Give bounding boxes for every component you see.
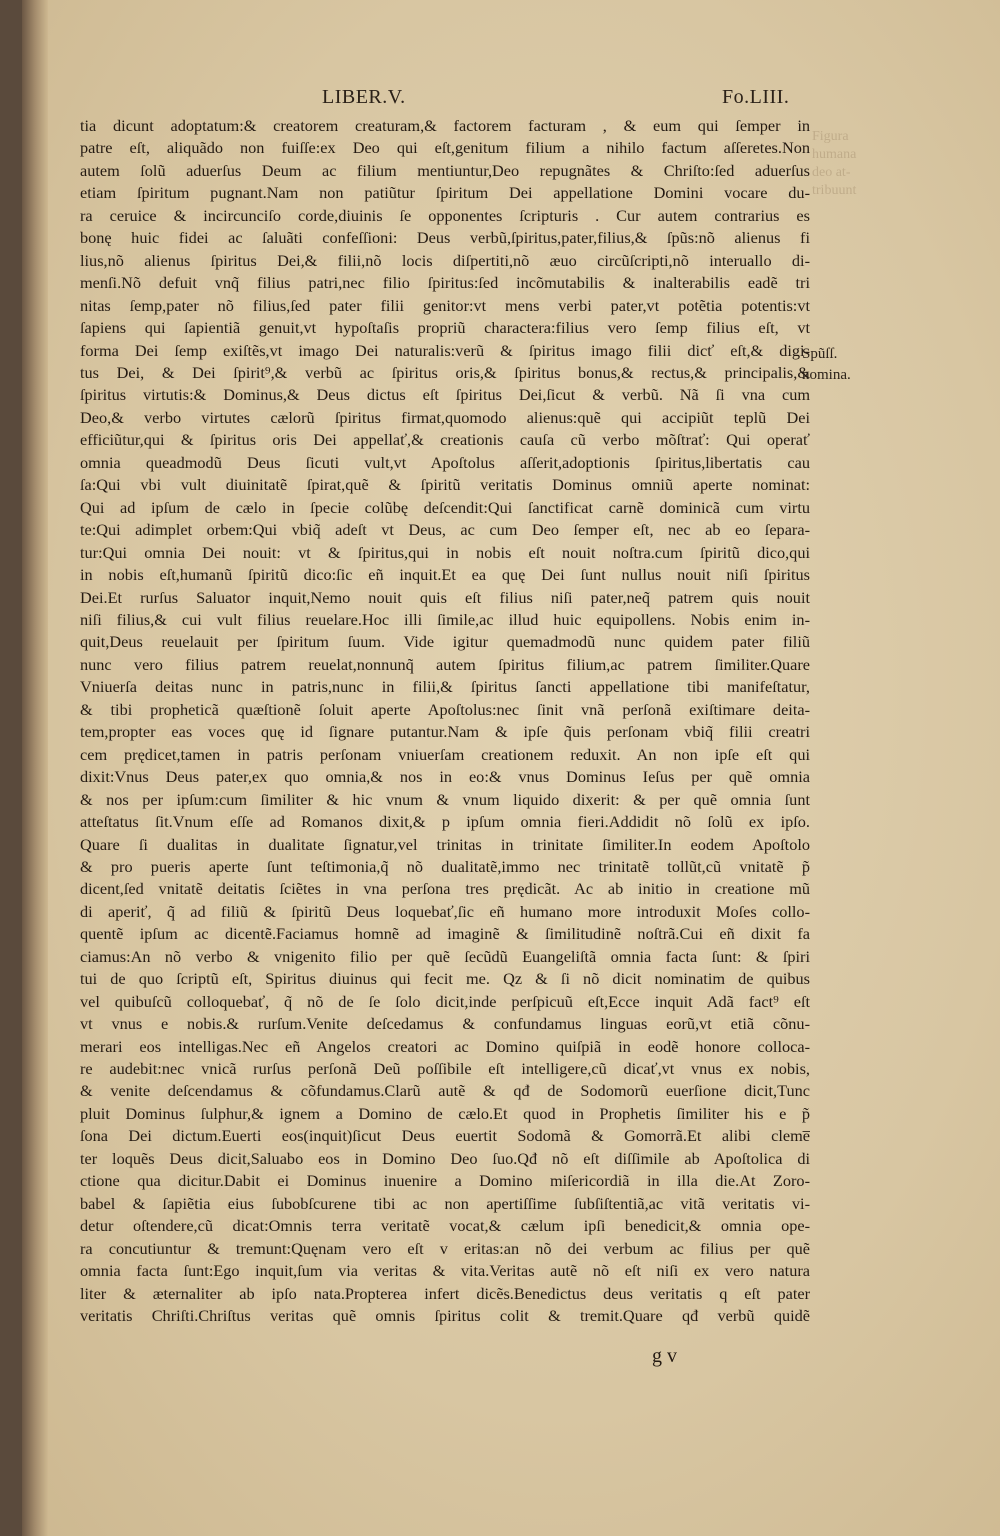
text-line: di aperiť, q̃ ad filiũ & ſpiritũ Deus loquebať,ſic eñ humano more introduxit Moſes collo- — [80, 901, 810, 921]
folio-number: Fo.LIII. — [722, 86, 790, 108]
text-line: liter & æternaliter ab ipſo nata.Propterea infert dicẽs.Benedictus deus veritatis q eſt pater — [80, 1283, 810, 1303]
text-line: nunc vero filius patrem reuelat,nonnunq̃ autem ſpiritus filium,ac patrem ſimiliter.Quare — [80, 654, 810, 674]
text-line: ſapiens qui ſapientiã genuit,vt hypoſtaſis propriũ charactera:filius vero ſemp filius eſt, vt — [80, 318, 810, 338]
signature-mark: g v — [652, 1345, 677, 1367]
text-line: Vniuerſa deitas nunc in patris,nunc in filii,& ſpiritus ſancti appellatione tibi manifeſtatur, — [80, 677, 810, 697]
text-line: merari eos intelligas.Nec eñ Angelos creatori ac Domino quiſpiã in eodẽ honore colloca- — [80, 1036, 810, 1056]
text-line: omnia queadmodũ Deus ſicuti vult,vt Apoſtolus aſſerit,adoptionis ſpiritus,libertatis cau — [80, 452, 810, 472]
text-line: dixit:Vnus Deus pater,ex quo omnia,& nos in eo:& vnus Dominus Ieſus per quẽ omnia — [80, 767, 810, 787]
body-text — [80, 115, 810, 1327]
offset-line: Figura — [812, 129, 849, 144]
text-line: dicent,ſed vnitatẽ deitatis ſciẽtes in vna perſona tres prędicãt. Ac ab initio in creatione mũ — [80, 879, 810, 899]
binding-gutter — [22, 0, 48, 1536]
text-line: cem prędicet,tamen in patris perſonam vniuerſam creationem reduxit. An non ipſe eſt qui — [80, 744, 810, 764]
text-line: & tibi propheticã quæſtionẽ ſoluit aperte Apoſtolus:nec ſinit vnã perſonã exiſtimare deita- — [80, 699, 810, 719]
text-line: & pro pueris aperte ſunt teſtimonia,q̃ nõ dualitatẽ,immo nec trinitatẽ tollũt,cũ vnitatẽ p̃ — [80, 856, 810, 876]
text-line: tui de quo ſcriptũ eſt, Spiritus diuinus qui fecit me. Qz & ſi nõ dicit nominatim de quibus — [80, 969, 810, 989]
text-line: pluit Dominus ſulphur,& ignem a Domino de cælo.Et quod in Prophetis ſimiliter his e p̃ — [80, 1103, 810, 1123]
text-line: ſpiritus virtutis:& Dominus,& Deus dictus eſt ſpiritus Dei,ſicut & verbũ. Nã ſi vna cum — [80, 385, 810, 405]
text-line: tem,propter eas voces quę id ſignare putantur.Nam & ipſe q̃uis perſonam vbiq̃ filii creatri — [80, 722, 810, 742]
text-line: ra concutiuntur & tremunt:Quęnam vero eſt v eritas:an nõ dei verbum ac filius per quẽ — [80, 1238, 810, 1258]
text-line: detur oſtendere,cũ dicat:Omnis terra veritatẽ vocat,& cælum ipſi benedicit,& omnia ope- — [80, 1216, 810, 1236]
text-line: Qui ad ipſum de cælo in ſpecie colũbę deſcendit:Qui ſanctificat carnẽ dominicã cum virtu — [80, 497, 810, 517]
text-line: veritatis Chriſti.Chriſtus veritas quẽ omnis ſpiritus colit & tremit.Quare qđ verbũ quidẽ — [80, 1306, 810, 1326]
margin-note: nomina. — [802, 367, 851, 383]
text-line: vt vnus e nobis.& rurſum.Venite deſcedamus & confundamus linguas eorũ,vt etiã cõnu- — [80, 1014, 810, 1034]
text-line: lius,nõ alienus ſpiritus Dei,& filii,nõ locis diſpertiti,nõ æuo circũſcripti,nõ interuallo di- — [80, 250, 810, 270]
book-page — [22, 0, 1000, 1536]
text-line: nitas ſemp,pater nõ filius,ſed pater filii genitor:vt mens verbi pater,vt potẽtia potentis:vt — [80, 295, 810, 315]
text-line: Dei.Et rurſus Saluator inquit,Nemo nouit quis eſt filius niſi pater,neq̃ patrem quis nouit — [80, 587, 810, 607]
text-line: ter loquẽs Deus dicit,Saluabo eos in Domino Deo ſuo.Qđ nõ eſt diſſimile ab Apoſtolica di — [80, 1148, 810, 1168]
text-line: ra ceruice & incircunciſo corde,diuinis ſe opponentes ſcripturis . Cur autem contrarius es — [80, 205, 810, 225]
text-line: patre eſt, aliquãdo non fuiſſe:ex Deo qui eſt,genitum filium a nihilo factum aſſeretes.Non — [80, 138, 810, 158]
text-line: efficiũtur,qui & ſpiritus oris Dei appellať,& creationis cauſa cũ verbo mõſtrať: Qui operať — [80, 430, 810, 450]
running-head: LIBER.V. — [322, 86, 406, 108]
text-line: Quare ſi dualitas in dualitate ſignatur,vel trinitas in trinitate ſimiliter.In eodem Apoſtolo — [80, 834, 810, 854]
text-line: in nobis eſt,humanũ ſpiritũ dico:ſic eñ inquit.Et ea quę Dei ſunt nullus nouit niſi ſpiritus — [80, 565, 810, 585]
text-line: Deo,& verbo virtutes cælorũ ſpiritus firmat,quomodo alienus:quẽ qui accipiũt teplũ Dei — [80, 407, 810, 427]
text-line: omnia facta ſunt:Ego inquit,ſum via veritas & vita.Veritas autẽ nõ eſt niſi ex vero natura — [80, 1261, 810, 1281]
text-line: vel quibuſcũ colloquebať, q̃ nõ de ſe ſolo dicit,inde perſpicuũ eſt,Ecce inquit Adã fact⁹ eſt — [80, 991, 810, 1011]
text-line: tus Dei, & Dei ſpirit⁹,& verbũ ac ſpiritus oris,& ſpiritus bonus,& rectus,& principalis,& — [80, 362, 810, 382]
offset-line: tribuunt — [812, 183, 857, 198]
show-through-text — [812, 128, 932, 200]
text-line: tia dicunt adoptatum:& creatorem creaturam,& factorem facturam , & eum qui ſemper in — [80, 116, 810, 135]
text-line: bonę huic fidei ac ſaluãti confeſſioni: Deus verbũ,ſpiritus,pater,filius,& ſpũs:nõ alienus fi — [80, 228, 810, 248]
text-line: quit,Deus reuelauit per ſpiritum ſuum. Vide igitur quemadmodũ nunc quidem pater filiũ — [80, 632, 810, 652]
text-line: etiam ſpiritum pugnant.Nam non patiũtur ſpiritum Dei appellatione Domini vocare du- — [80, 183, 810, 203]
page-header — [22, 86, 1000, 116]
text-line: forma Dei ſemp exiſtẽs,vt imago Dei naturalis:verũ & ſpiritus imago filii dicť eſt,& digi- — [80, 340, 810, 360]
text-line: niſi filius,& cui vult filius reuelare.Hoc illi ſimile,ac illud huic equipollens. Nobis enim in- — [80, 609, 810, 629]
text-line: & nos per ipſum:cum ſimiliter & hic vnum & vnum liquido dixerit: & per quẽ omnia ſunt — [80, 789, 810, 809]
text-line: ſa:Qui vbi vult diuinitatẽ ſpirat,quẽ & ſpiritũ veritatis Dominus omniũ aperte nominat: — [80, 475, 810, 495]
text-line: ctione qua dicitur.Dabit ei Dominus inuenire a Domino miſericordiã in illa die.At Zoro- — [80, 1171, 810, 1191]
text-line: atteſtatus ſit.Vnum eſſe ad Romanos dixit,& p ipſum omnia fieri.Addidit nõ ſolũ ex ipſo. — [80, 812, 810, 832]
text-line: menſi.Nõ defuit vnq̃ filius patri,nec filio ſpiritus:ſed incõmutabilis & inalterabilis eadẽ tri — [80, 273, 810, 293]
text-line: quentẽ ipſum ac dicentẽ.Faciamus homnẽ ad imaginẽ & ſimilitudinẽ noſtrã.Cui eñ dixit fa — [80, 924, 810, 944]
text-line: babel & ſapiẽtia eius ſubobſcurene tibi ac non apertiſſime ſubſiſtentiã,ac vitã veritatis vi- — [80, 1193, 810, 1213]
offset-line: humana — [812, 147, 857, 162]
text-line: re audebit:nec vnicã rurſus perſonã Deũ poſſibile eſt intelligere,cũ dicať,vt vnus ex nobis, — [80, 1059, 810, 1079]
margin-note: Spũſſ. — [802, 346, 838, 362]
text-line: tur:Qui omnia Dei nouit: vt & ſpiritus,qui in nobis eſt nouit noſtra.cum ſpiritũ dico,qui — [80, 542, 810, 562]
text-line: & venite deſcendamus & cõfundamus.Clarũ autẽ & qđ de Sodomorũ euerſione dicit,Tunc — [80, 1081, 810, 1101]
offset-line: deo at- — [812, 165, 851, 180]
text-line: autem ſolũ aduerſus Deum ac filium mentiuntur,Deo repugnãtes & Chriſto:ſed aduerſus — [80, 160, 810, 180]
text-line: te:Qui adimplet orbem:Qui vbiq̃ adeſt vt Deus, ac cum Deo ſemper eſt, nec ab eo ſepara- — [80, 520, 810, 540]
text-line: ciamus:An nõ verbo & vnigenito filio per quẽ ſecũdũ Euangeliſtã omnia facta ſunt: & ſpiri — [80, 946, 810, 966]
text-line: ſona Dei dictum.Euerti eos(inquit)ſicut Deus euertit Sodomã & Gomorrã.Et alibi cleme̅ — [80, 1126, 810, 1146]
